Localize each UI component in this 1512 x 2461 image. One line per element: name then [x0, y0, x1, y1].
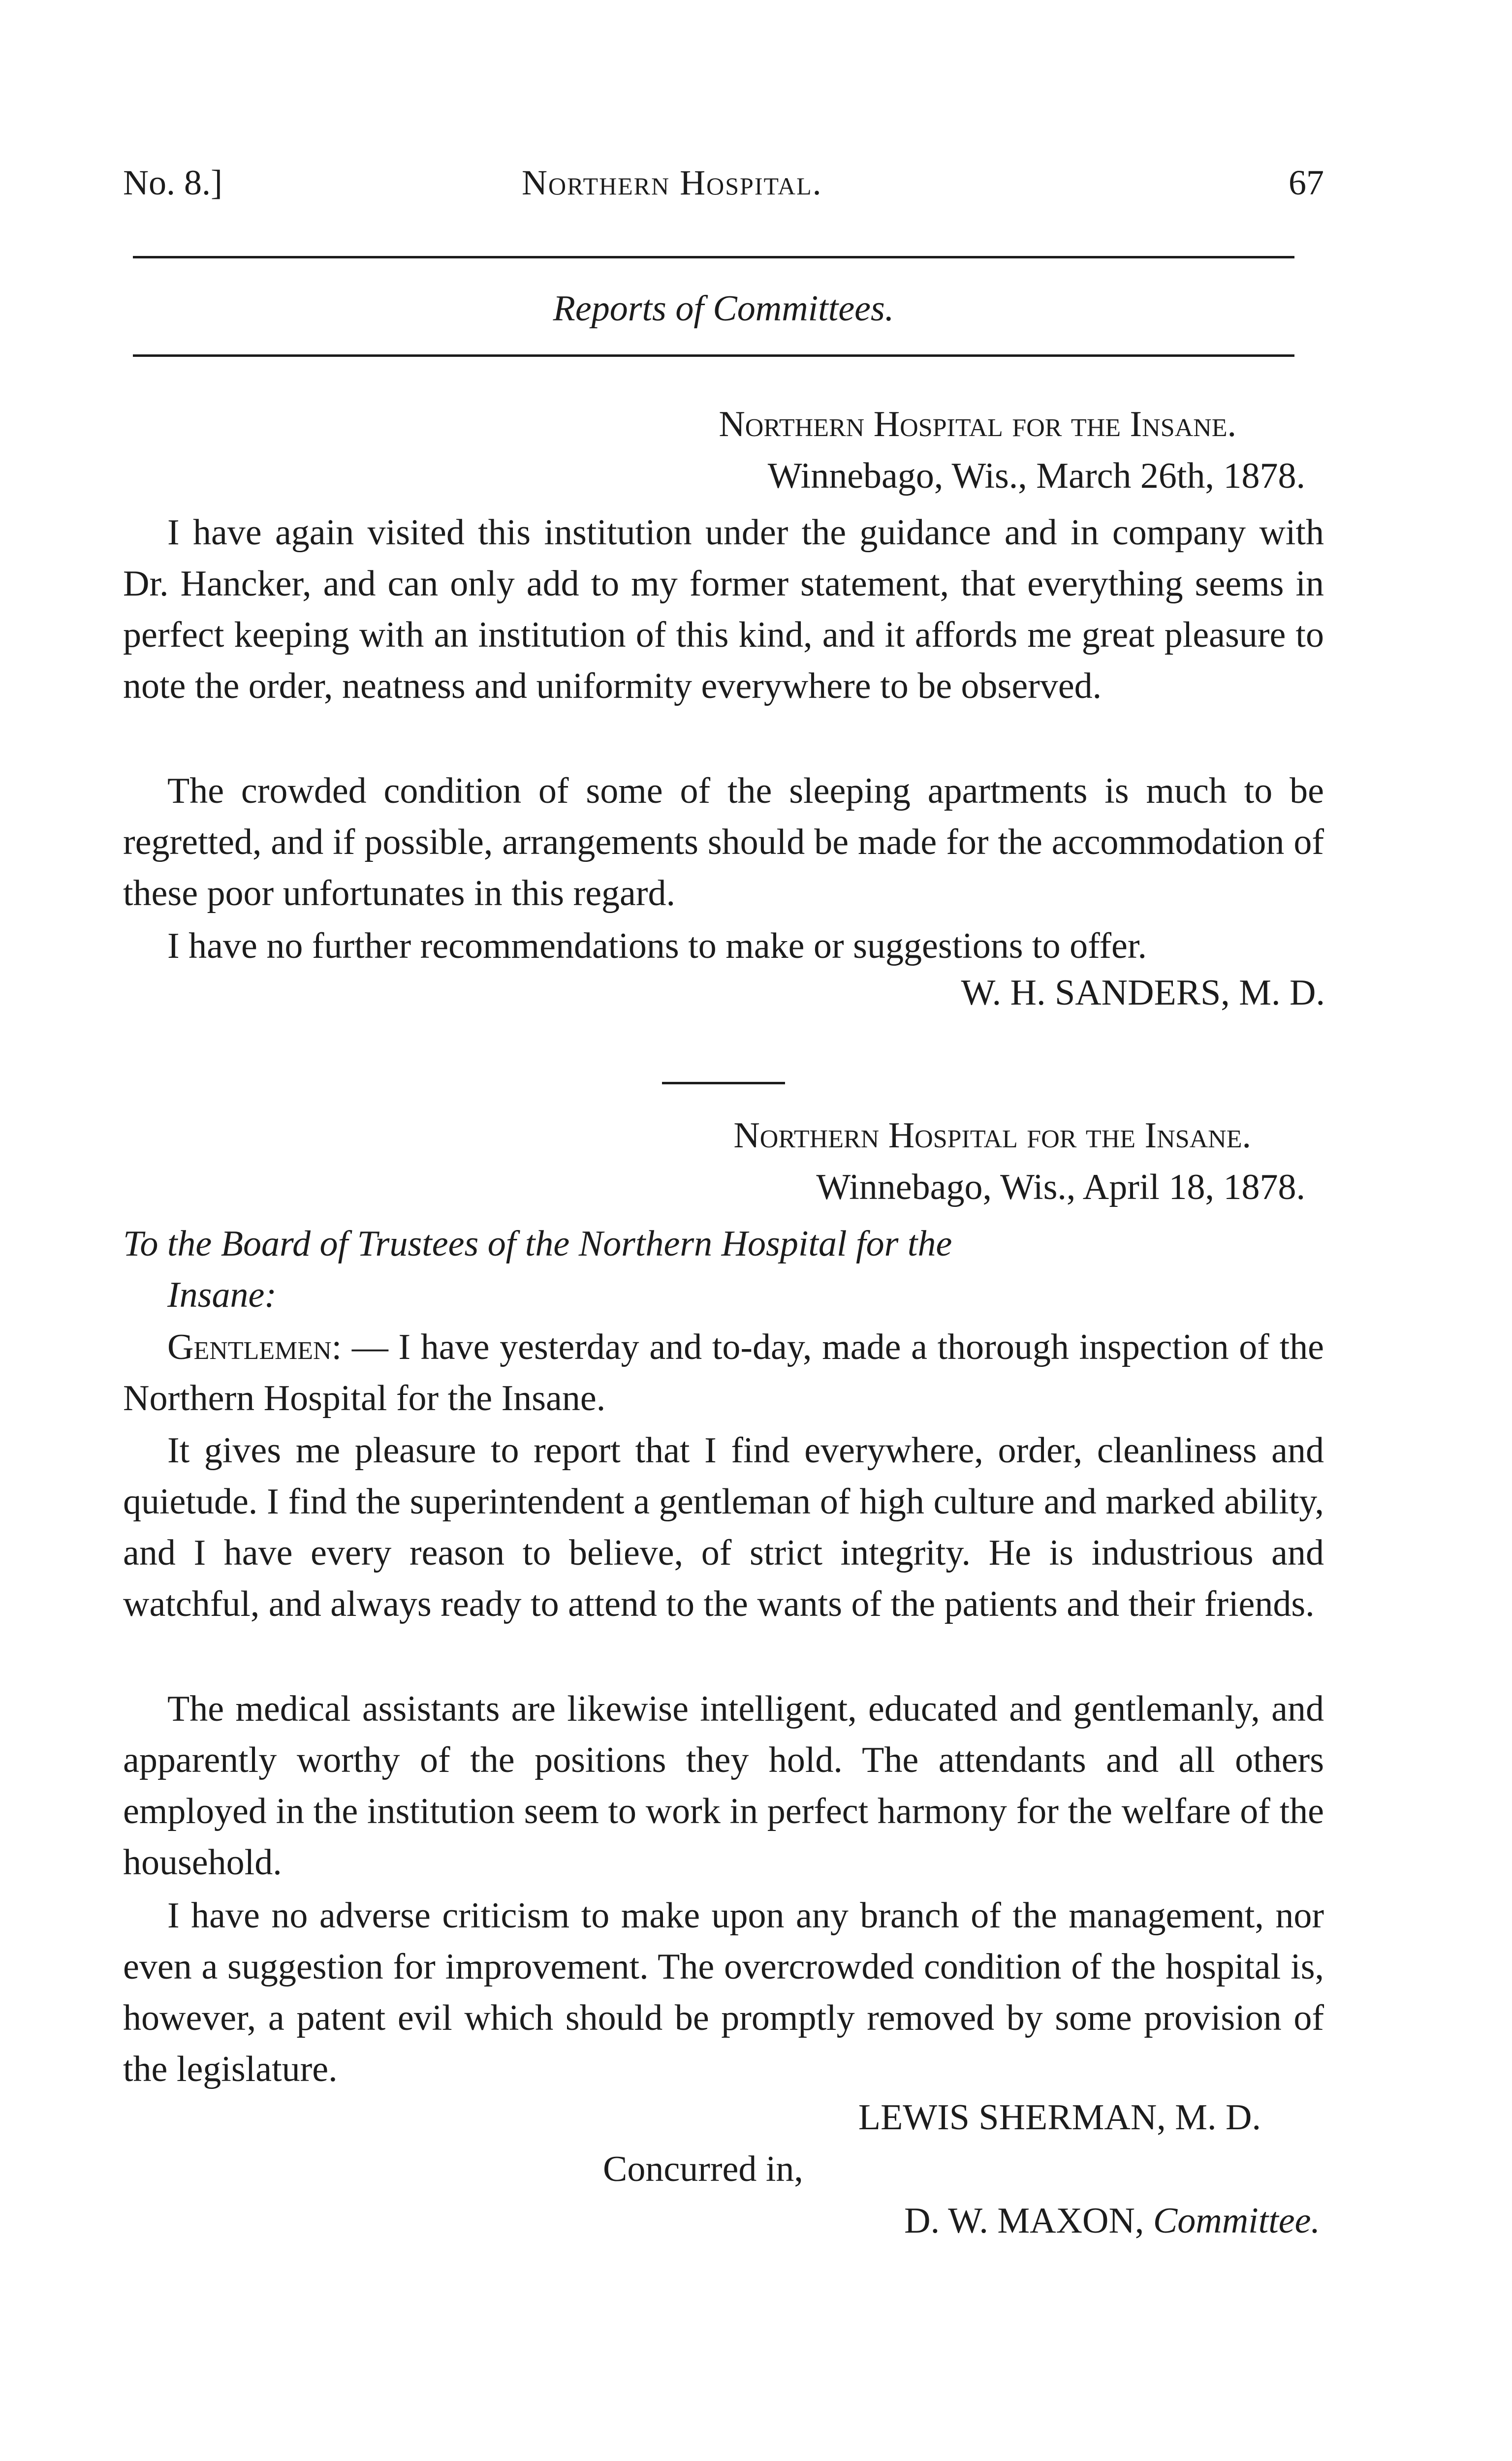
running-head	[123, 162, 1324, 221]
address-line-2: Insane:	[167, 1275, 277, 1315]
salutation: Gentlemen:	[167, 1327, 342, 1367]
report1-institution: Northern Hospital for the Insane.	[719, 404, 1236, 444]
report2-paragraph-2: It gives me pleasure to report that I find everywhere, order, cleanliness and quietude. I find the superintendent a gentleman of high culture and marked ability, and I have every reason to believe, of strict integrity. He is industrious and watchful, and always ready to attend to the wants of the patients and their friends.	[123, 1430, 1324, 1624]
report1-paragraph-1: I have again visited this institution under the guidance and in company with Dr. Hancker, and can only add to my former statement, that everything seems in perfect keeping with an institution of this kind, and it affords me great pleasure to note the order, neatness and uniformity everywhere to be observed.	[123, 512, 1324, 706]
cosigner-role: Committee.	[1153, 2201, 1320, 2241]
report1-paragraph-3: I have no further recommendations to make or suggestions to offer.	[167, 926, 1147, 966]
report2-paragraph-3: The medical assistants are likewise intelligent, educated and gentlemanly, and apparently worthy of the positions they hold. The attendants and all others employed in the institution seem to work in perfect harmony for the welfare of the household.	[123, 1689, 1324, 1883]
address-line-1: To the Board of Trustees of the Northern Hospital for the	[123, 1224, 952, 1264]
report2-institution: Northern Hospital for the Insane.	[733, 1115, 1251, 1156]
report2-paragraph-4: I have no adverse criticism to make upon any branch of the management, nor even a suggestion for improvement. The overcrowded condition of the hospital is, however, a patent evil which should be promptly removed by some provision of the legislature.	[123, 1895, 1324, 2089]
report1-signature: W. H. SANDERS, M. D.	[961, 973, 1325, 1013]
cosigner	[904, 2200, 1320, 2242]
report2-signature: LEWIS SHERMAN, M. D.	[858, 2097, 1261, 2138]
document-number: No. 8.]	[123, 163, 222, 202]
report1-place-date: Winnebago, Wis., March 26th, 1878.	[767, 456, 1305, 496]
report2-paragraph-1	[123, 1322, 1324, 1424]
report1-paragraph-2: The crowded condition of some of the sleeping apartments is much to be regretted, and if possible, arrangements should be made for the accommodation of these poor unfortunates in this regard.	[123, 771, 1324, 914]
report2-address	[123, 1218, 1324, 1321]
running-head-title: Northern Hospital.	[522, 163, 822, 202]
cosigner-name: D. W. MAXON,	[904, 2201, 1144, 2241]
separator-rule	[662, 1082, 785, 1084]
page-number: 67	[1289, 163, 1324, 202]
report2-paragraph-1-text: — I have yesterday and to-day, made a thorough inspection of the Northern Hospital for the Insane.	[123, 1327, 1324, 1419]
section-title: Reports of Committees.	[553, 288, 894, 329]
section-rule	[133, 354, 1294, 357]
concurred-in: Concurred in,	[603, 2149, 803, 2189]
top-rule	[133, 256, 1294, 258]
report2-place-date: Winnebago, Wis., April 18, 1878.	[816, 1167, 1305, 1207]
